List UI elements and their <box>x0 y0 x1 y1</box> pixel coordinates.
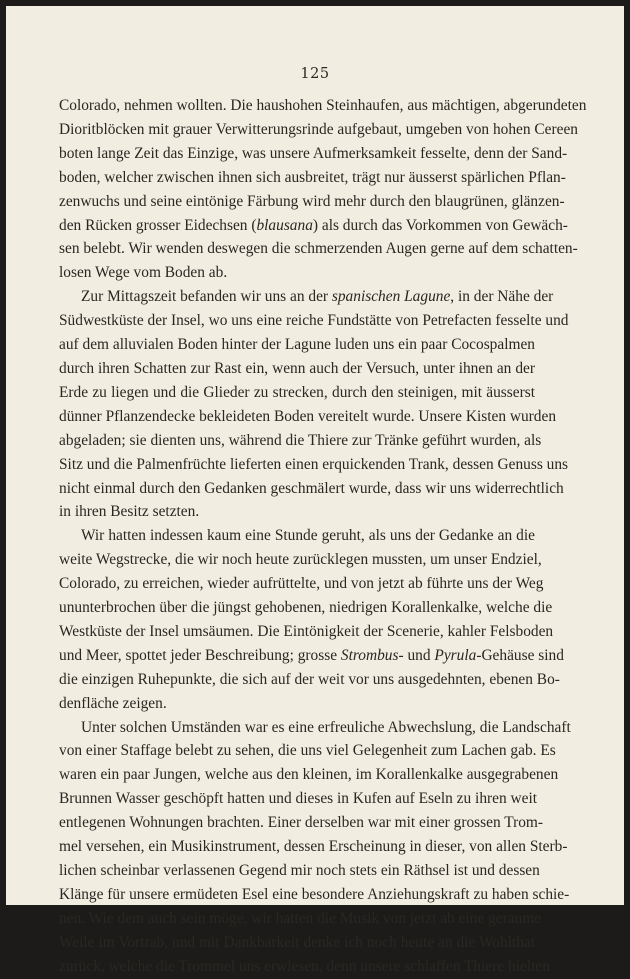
book-page <box>6 6 624 975</box>
text-line: Klänge für unsere ermüdeten Esel eine besondere Anziehungskraft zu haben schie- <box>59 885 570 903</box>
paragraph <box>59 716 571 979</box>
text-line: nicht einmal durch den Gedanken geschmälert wurde, dass wir uns widerrechtlich <box>59 479 564 497</box>
text-line: den Rücken grosser Eidechsen (blausana) als durch das Vorkommen von Gewäch- <box>59 216 568 234</box>
text-line: waren ein paar Jungen, welche aus den kleinen, im Korallenkalke ausgegrabenen <box>59 766 559 784</box>
text-line: mel versehen, ein Musikinstrument, dessen Erscheinung in dieser, von allen Sterb- <box>59 838 568 856</box>
text-line: nen. Wie dem auch sein möge, wir hatten die Musik von jetzt ab eine geraume <box>59 909 542 927</box>
page-number: 125 <box>300 66 330 82</box>
text-line: weite Wegstrecke, die wir noch heute zurücklegen mussten, um unser Endziel, <box>59 551 542 569</box>
text-line: durch ihren Schatten zur Rast ein, wenn auch der Versuch, unter ihnen an der <box>59 359 535 377</box>
body-text <box>59 94 587 979</box>
text-line: entlegenen Wohnungen brachten. Einer derselben war mit einer grossen Trom- <box>59 814 543 832</box>
text-line: Westküste der Insel umsäumen. Die Eintönigkeit der Scenerie, kahler Felsboden <box>59 622 554 640</box>
text-line: Brunnen Wasser geschöpft hatten und dieses in Kufen auf Eseln zu ihren weit <box>59 790 538 808</box>
text-line: Zur Mittagszeit befanden wir uns an der spanischen Lagune, in der Nähe der <box>81 288 554 306</box>
text-line: boten lange Zeit das Einzige, was unsere Aufmerksamkeit fesselte, denn der Sand- <box>59 144 568 162</box>
text-line: ununterbrochen über die jüngst gehobenen, niedrigen Korallenkalke, welche die <box>59 599 553 617</box>
text-line: boden, welcher zwischen ihnen sich ausbreitet, trägt nur äusserst spärlichen Pflan- <box>59 168 566 186</box>
text-line: Erde zu liegen und die Glieder zu strecken, durch den steinigen, mit äusserst <box>59 383 535 401</box>
paragraph <box>59 285 569 524</box>
text-line: von einer Staffage belebt zu sehen, die uns viel Gelegenheit zum Lachen gab. Es <box>59 742 556 760</box>
text-line: zenwuchs und seine eintönige Färbung wird mehr durch den blaugrünen, glänzen- <box>59 192 565 210</box>
text-line: die einzigen Ruhepunkte, die sich auf der weit vor uns ausgedehnten, ebenen Bo- <box>59 670 560 688</box>
italic-term: Strombus <box>340 646 399 664</box>
text-line: Wir hatten indessen kaum eine Stunde geruht, als uns der Gedanke an die <box>81 527 535 545</box>
text-line: denfläche zeigen. <box>59 694 167 712</box>
text-line: abgeladen; sie dienten uns, während die Thiere zur Tränke geführt wurden, als <box>59 431 542 449</box>
text-line: und Meer, spottet jeder Beschreibung; grosse Strombus- und Pyrula-Gehäuse sind <box>59 646 564 664</box>
text-line: Unter solchen Umständen war es eine erfreuliche Abwechslung, die Landschaft <box>81 718 571 736</box>
text-line: Colorado, zu erreichen, wieder aufrüttelte, und von jetzt ab führte uns der Weg <box>59 575 544 593</box>
text-line: in ihren Besitz setzten. <box>59 503 200 521</box>
text-line: zurück, welche die Trommel uns erwiesen, denn unsere schlaffen Thiere hielten <box>59 957 550 975</box>
italic-term: Pyrula <box>434 646 477 664</box>
text-line: Colorado, nehmen wollten. Die haushohen Steinhaufen, aus mächtigen, abgerundeten <box>59 97 587 114</box>
text-line: sen belebt. Wir wenden deswegen die schmerzenden Augen gerne auf dem schatten- <box>59 240 578 258</box>
paragraph <box>59 94 587 285</box>
paragraph <box>59 524 564 715</box>
text-line: lichen scheinbar verlassenen Gegend mir noch stets ein Räthsel ist und dessen <box>59 862 540 879</box>
text-line: auf dem alluvialen Boden hinter der Lagune luden uns ein paar Cocospalmen <box>59 336 535 354</box>
text-line: losen Wege vom Boden ab. <box>59 264 228 282</box>
italic-term: spanischen Lagune <box>331 288 451 306</box>
text-line: Weile im Vortrab, und mit Dankbarkeit denke ich noch heute an die Wohlthat <box>59 933 535 951</box>
text-line: dünner Pflanzendecke bekleideten Boden vereitelt wurde. Unsere Kisten wurden <box>59 407 557 425</box>
text-line: Sitz und die Palmenfrüchte lieferten einen erquickenden Trank, dessen Genuss uns <box>59 455 569 473</box>
text-line: Südwestküste der Insel, wo uns eine reiche Fundstätte von Petrefacten fesselte und <box>59 312 569 330</box>
italic-term: blausana <box>256 216 313 234</box>
text-line: Dioritblöcken mit grauer Verwitterungsrinde aufgebaut, umgeben von hohen Cereen <box>59 120 578 138</box>
